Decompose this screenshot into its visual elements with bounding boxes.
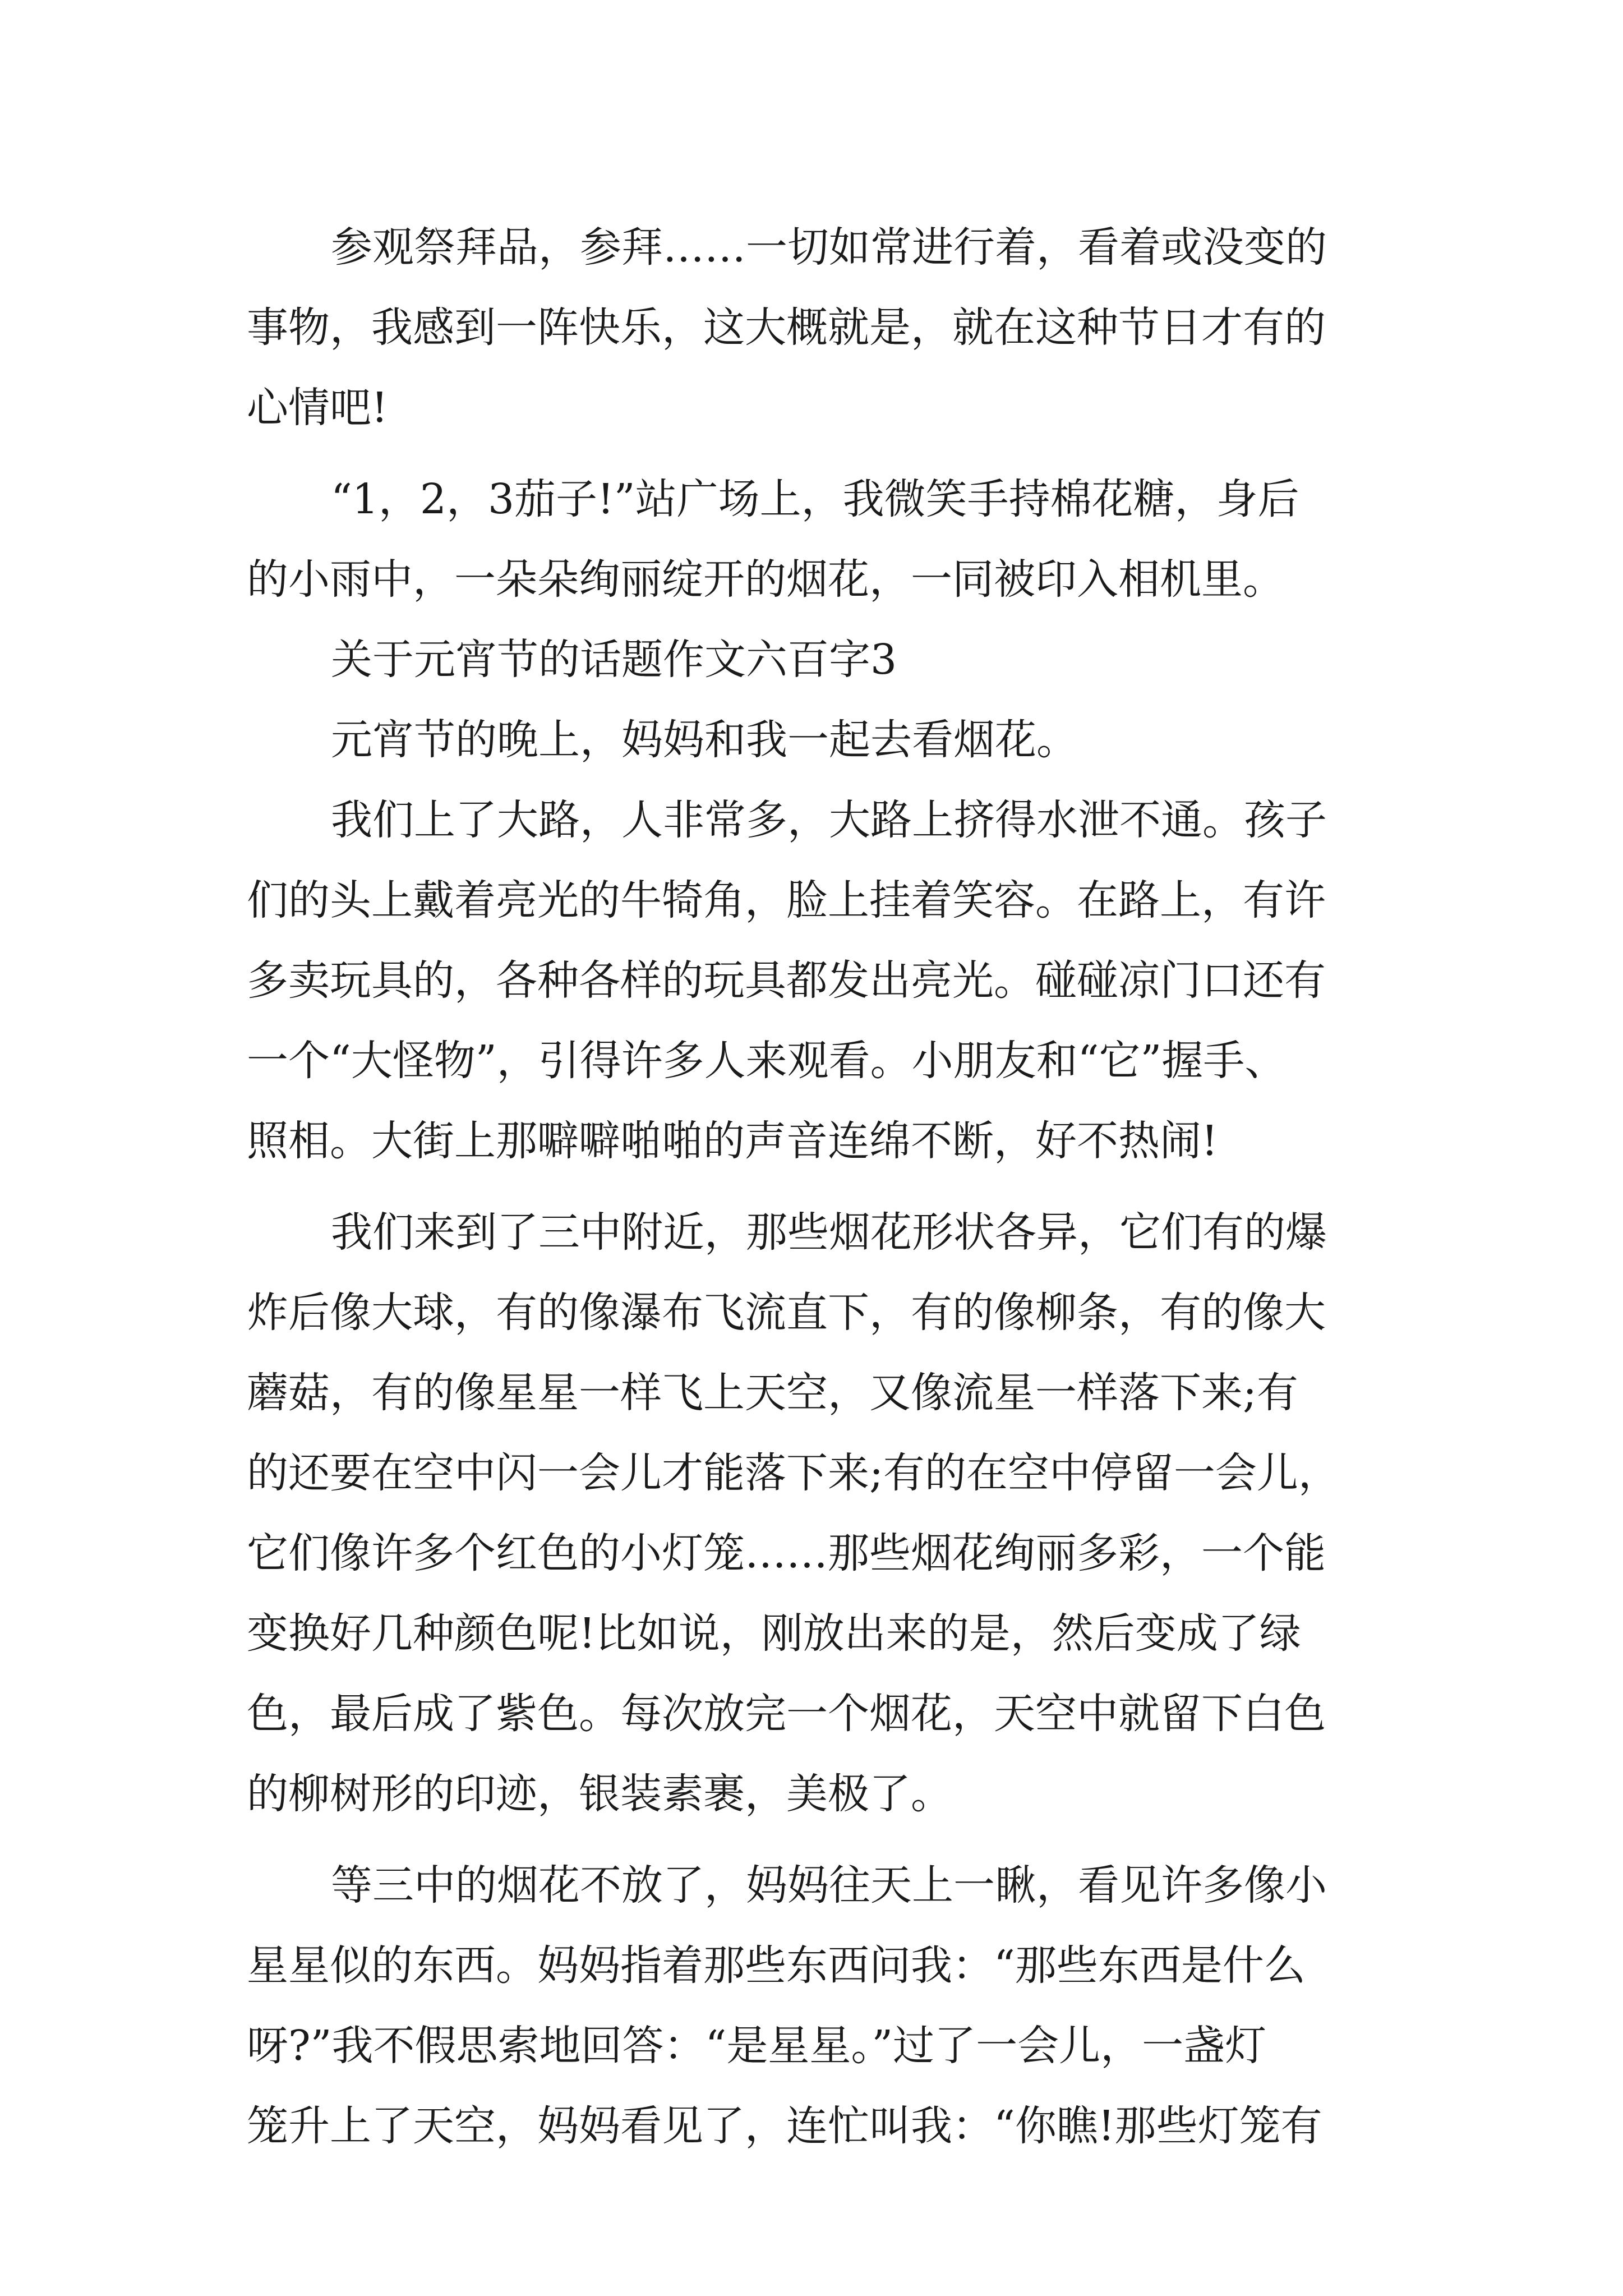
paragraph [247,208,1396,448]
text-line: 多卖玩具的，各种各样的玩具都发出亮光。碰碰凉门口还有 [247,956,1326,1005]
section-heading [247,620,1396,700]
text-line: 炸后像大球，有的像瀑布飞流直下，有的像柳条，有的像大 [247,1289,1326,1337]
text-line: 的小雨中，一朵朵绚丽绽开的烟花，一同被印入相机里。 [247,555,1284,604]
text-line: 星星似的东西。妈妈指着那些东西问我：“那些东西是什么 [247,1941,1306,1990]
paragraph [247,780,1396,1181]
heading-text: 关于元宵节的话题作文六百字3 [331,636,897,684]
text-line: 我们上了大路，人非常多，大路上挤得水泄不通。孩子 [331,796,1327,844]
text-line: 照相。大街上那噼噼啪啪的声音连绵不断，好不热闹! [247,1117,1218,1165]
text-line: 一个“大怪物”，引得许多人来观看。小朋友和“它”握手、 [247,1037,1287,1085]
text-line: 笼升上了天空，妈妈看见了，连忙叫我：“你瞧!那些灯笼有 [247,2102,1322,2150]
paragraph [247,459,1396,620]
text-line: 我们来到了三中附近，那些烟花形状各异，它们有的爆 [331,1208,1327,1257]
text-line: 们的头上戴着亮光的牛犄角，脸上挂着笑容。在路上，有许 [247,876,1326,924]
paragraph [247,1193,1396,1834]
text-line: 蘑菇，有的像星星一样飞上天空，又像流星一样落下来;有 [247,1369,1298,1417]
text-line: 的柳树形的印迹，银装素裹，美极了。 [247,1770,952,1818]
text-line: 它们像许多个红色的小灯笼……那些烟花绚丽多彩，一个能 [247,1529,1326,1577]
paragraph [247,1846,1396,2166]
document-body [247,208,1396,2166]
text-line: 呀?”我不假思索地回答：“是星星。”过了一会儿，一盏灯 [247,2022,1267,2070]
text-line: 等三中的烟花不放了，妈妈往天上一瞅，看见许多像小 [331,1861,1327,1910]
text-line: “1，2，3茄子!”站广场上，我微笑手持棉花糖，身后 [331,475,1299,523]
text-line: 变换好几种颜色呢!比如说，刚放出来的是，然后变成了绿 [247,1609,1301,1658]
paragraph [247,700,1396,780]
text-line: 参观祭拜品，参拜……一切如常进行着，看着或没变的 [331,223,1327,272]
text-line: 事物，我感到一阵快乐，这大概就是，就在这种节日才有的 [247,303,1326,352]
text-line: 心情吧! [247,384,388,432]
text-line: 色，最后成了紫色。每次放完一个烟花，天空中就留下白色 [247,1690,1326,1738]
text-line: 元宵节的晚上，妈妈和我一起去看烟花。 [331,716,1078,764]
text-line: 的还要在空中闪一会儿才能落下来;有的在空中停留一会儿， [247,1449,1340,1497]
